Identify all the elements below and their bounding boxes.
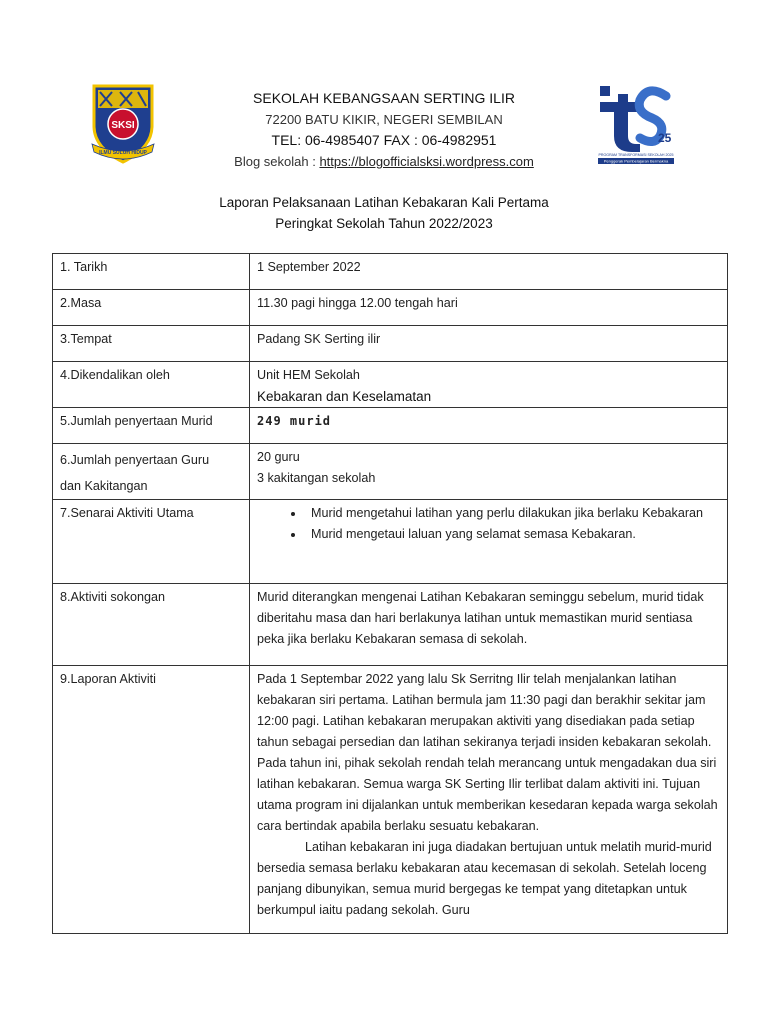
row-label: 3.Tempat (53, 326, 250, 362)
report-title (120, 192, 648, 234)
row-label: 5.Jumlah penyertaan Murid (53, 408, 250, 444)
row-label: 1. Tarikh (53, 254, 250, 290)
row-value: Murid diterangkan mengenai Latihan Kebakaran seminggu sebelum, murid tidak diberitahu masa dan hari berlakunya latihan untuk memastikan murid sentiasa peka jika berlaku Kebakaran semasa di sekolah. (250, 584, 728, 666)
ts25-caption-2: Penggerak Pembelajaran Bermakna (603, 158, 669, 164)
crest-motto: ILMU SULUH HIDUP (99, 150, 147, 156)
row-value (250, 666, 728, 934)
row-label: 8.Aktiviti sokongan (53, 584, 250, 666)
row-value: 11.30 pagi hingga 12.00 tengah hari (250, 290, 728, 326)
ts25-caption-1: PROGRAM TRANSFORMASI SEKOLAH 2025 (598, 153, 674, 157)
row-label: 9.Laporan Aktiviti (53, 666, 250, 934)
row-value (250, 408, 728, 444)
report-title-line-2: Peringkat Sekolah Tahun 2022/2023 (275, 216, 493, 231)
school-tel-fax: TEL: 06-4985407 FAX : 06-4982951 (271, 132, 497, 148)
row-label: 4.Dikendalikan oleh (53, 362, 250, 408)
table-row (53, 254, 728, 290)
row-label-line: dan Kakitangan (60, 479, 148, 493)
report-title-line-1: Laporan Pelaksanaan Latihan Kebakaran Kali Pertama (219, 195, 549, 210)
list-item: • Murid mengetahui latihan yang perlu dilakukan jika berlaku Kebakaran (305, 503, 721, 524)
table-row (53, 500, 728, 584)
activity-list (257, 503, 721, 545)
row-value: 1 September 2022 (250, 254, 728, 290)
school-crest-logo (90, 82, 156, 166)
ts25-logo (596, 80, 676, 164)
table-row (53, 290, 728, 326)
table-row (53, 444, 728, 500)
blog-label: Blog sekolah : (234, 154, 320, 169)
row-value-line: Kebakaran dan Keselamatan (257, 389, 432, 404)
row-label (53, 444, 250, 500)
table-row (53, 666, 728, 934)
list-item: • Murid mengetaui laluan yang selamat semasa Kebakaran. (305, 524, 721, 545)
school-name: SEKOLAH KEBANGSAAN SERTING ILIR (253, 90, 515, 106)
report-table (52, 253, 728, 934)
row-value-line: 20 guru (257, 450, 300, 464)
school-header (180, 88, 588, 172)
row-value: Padang SK Serting ilir (250, 326, 728, 362)
blog-link[interactable]: https://blogofficialsksi.wordpress.com (319, 154, 534, 169)
student-count: 249 murid (257, 414, 332, 428)
ts25-number: 25 (658, 131, 672, 145)
row-label-line: 6.Jumlah penyertaan Guru (60, 453, 210, 467)
report-paragraph: Pada 1 Septembar 2022 yang lalu Sk Serritng Ilir telah menjalankan latihan kebakaran siri pertama. Latihan bermula jam 11:30 pagi dan berakhir sekitar jam 12:00 pagi. Latihan kebakaran merupakan aktiviti yang disediakan pada setiap tahun sebagai persedian dan latihan sekiranya terjadi insiden kebakaran sekolah. Pada tahun ini, pihak sekolah rendah telah merancang untuk mengadakan dua siri latihan kebakaran. Semua warga SK Serting Ilir terlibat dalam aktiviti ini. Tujuan utama program ini dijalankan untuk memberikan kesedaran kepada warga sekolah cara bertindak apabila berlaku sesuatu kebakaran. (257, 672, 718, 833)
report-paragraph: Latihan kebakaran ini juga diadakan bertujuan untuk melatih murid-murid bersedia semasa berlaku kebakaran atau kecemasan di sekolah. Setelah loceng panjang dibunyikan, semua murid bergegas ke tempat yang ditetapkan untuk berkumpul iaitu padang sekolah. Guru (257, 840, 712, 917)
row-value (250, 500, 728, 584)
row-value-line: Unit HEM Sekolah (257, 368, 360, 382)
svg-text:SKSI: SKSI (111, 120, 135, 131)
table-row (53, 584, 728, 666)
row-label: 7.Senarai Aktiviti Utama (53, 500, 250, 584)
table-row (53, 362, 728, 408)
row-label: 2.Masa (53, 290, 250, 326)
row-value (250, 444, 728, 500)
school-address: 72200 BATU KIKIR, NEGERI SEMBILAN (265, 112, 503, 127)
row-value (250, 362, 728, 408)
table-row (53, 326, 728, 362)
row-value-line: 3 kakitangan sekolah (257, 471, 376, 485)
table-row (53, 408, 728, 444)
school-blog (180, 151, 588, 172)
